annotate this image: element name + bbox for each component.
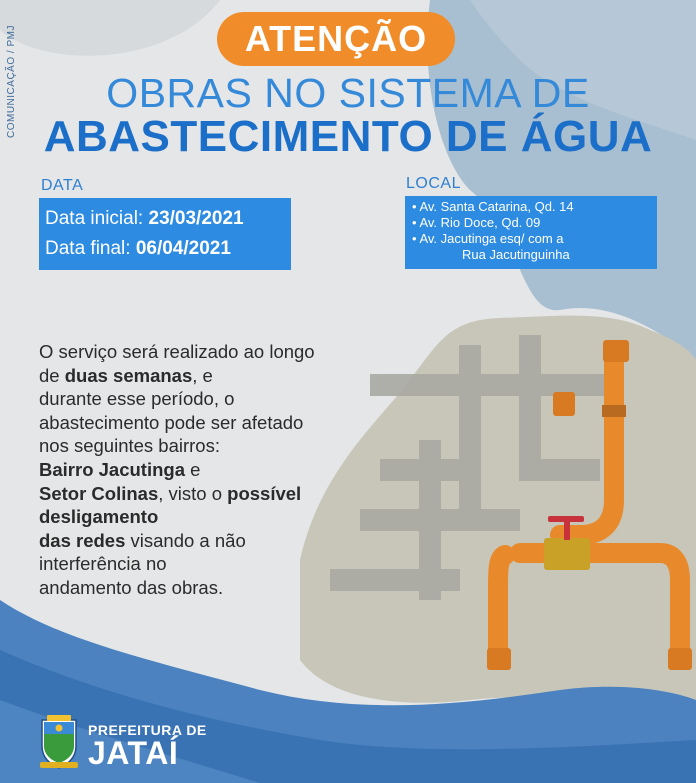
start-date-line (45, 204, 291, 234)
body-line: Setor Colinas, visto o possível (39, 482, 302, 504)
location-item: • Av. Rio Doce, Qd. 09 (412, 215, 541, 230)
brand-line-2: JATAÍ (88, 735, 179, 771)
body-line: andamento das obras. (39, 576, 224, 598)
date-box (39, 198, 291, 270)
body-line: desligamento (39, 506, 159, 528)
body-line: O serviço será realizado ao longo (39, 341, 315, 362)
body-line: Bairro Jacutinga e (39, 458, 201, 480)
body-line: das redes visando a não (39, 529, 246, 551)
location-box (405, 196, 657, 269)
body-line: durante esse período, o (39, 388, 235, 410)
title-line-1: OBRAS NO SISTEMA DE (106, 70, 590, 116)
location-label: LOCAL (406, 175, 461, 192)
title-line-2: ABASTECIMENTO DE ÁGUA (43, 112, 653, 161)
body-line: interferência no (39, 553, 167, 575)
location-item: • Av. Jacutinga esq/ com a (412, 231, 564, 246)
body-line: nos seguintes bairros: (39, 435, 220, 457)
side-credit: COMUNICAÇÃO / PMJ (6, 25, 17, 138)
location-item-continuation: Rua Jacutinguinha (462, 247, 570, 262)
start-date-value: 23/03/2021 (148, 208, 244, 229)
body-line: de duas semanas, e (39, 364, 213, 386)
body-line: abastecimento pode ser afetado (39, 411, 304, 433)
start-date-label: Data inicial: (45, 208, 144, 229)
attention-badge: ATENÇÃO (217, 12, 455, 66)
end-date-value: 06/04/2021 (135, 238, 231, 259)
brand-line-1: PREFEITURA DE (88, 722, 207, 738)
end-date-line (45, 234, 291, 264)
date-label: DATA (41, 177, 84, 194)
coat-of-arms-logo (34, 712, 84, 770)
end-date-label: Data final: (45, 238, 131, 259)
location-item: • Av. Santa Catarina, Qd. 14 (412, 199, 574, 214)
body-text (39, 340, 369, 600)
